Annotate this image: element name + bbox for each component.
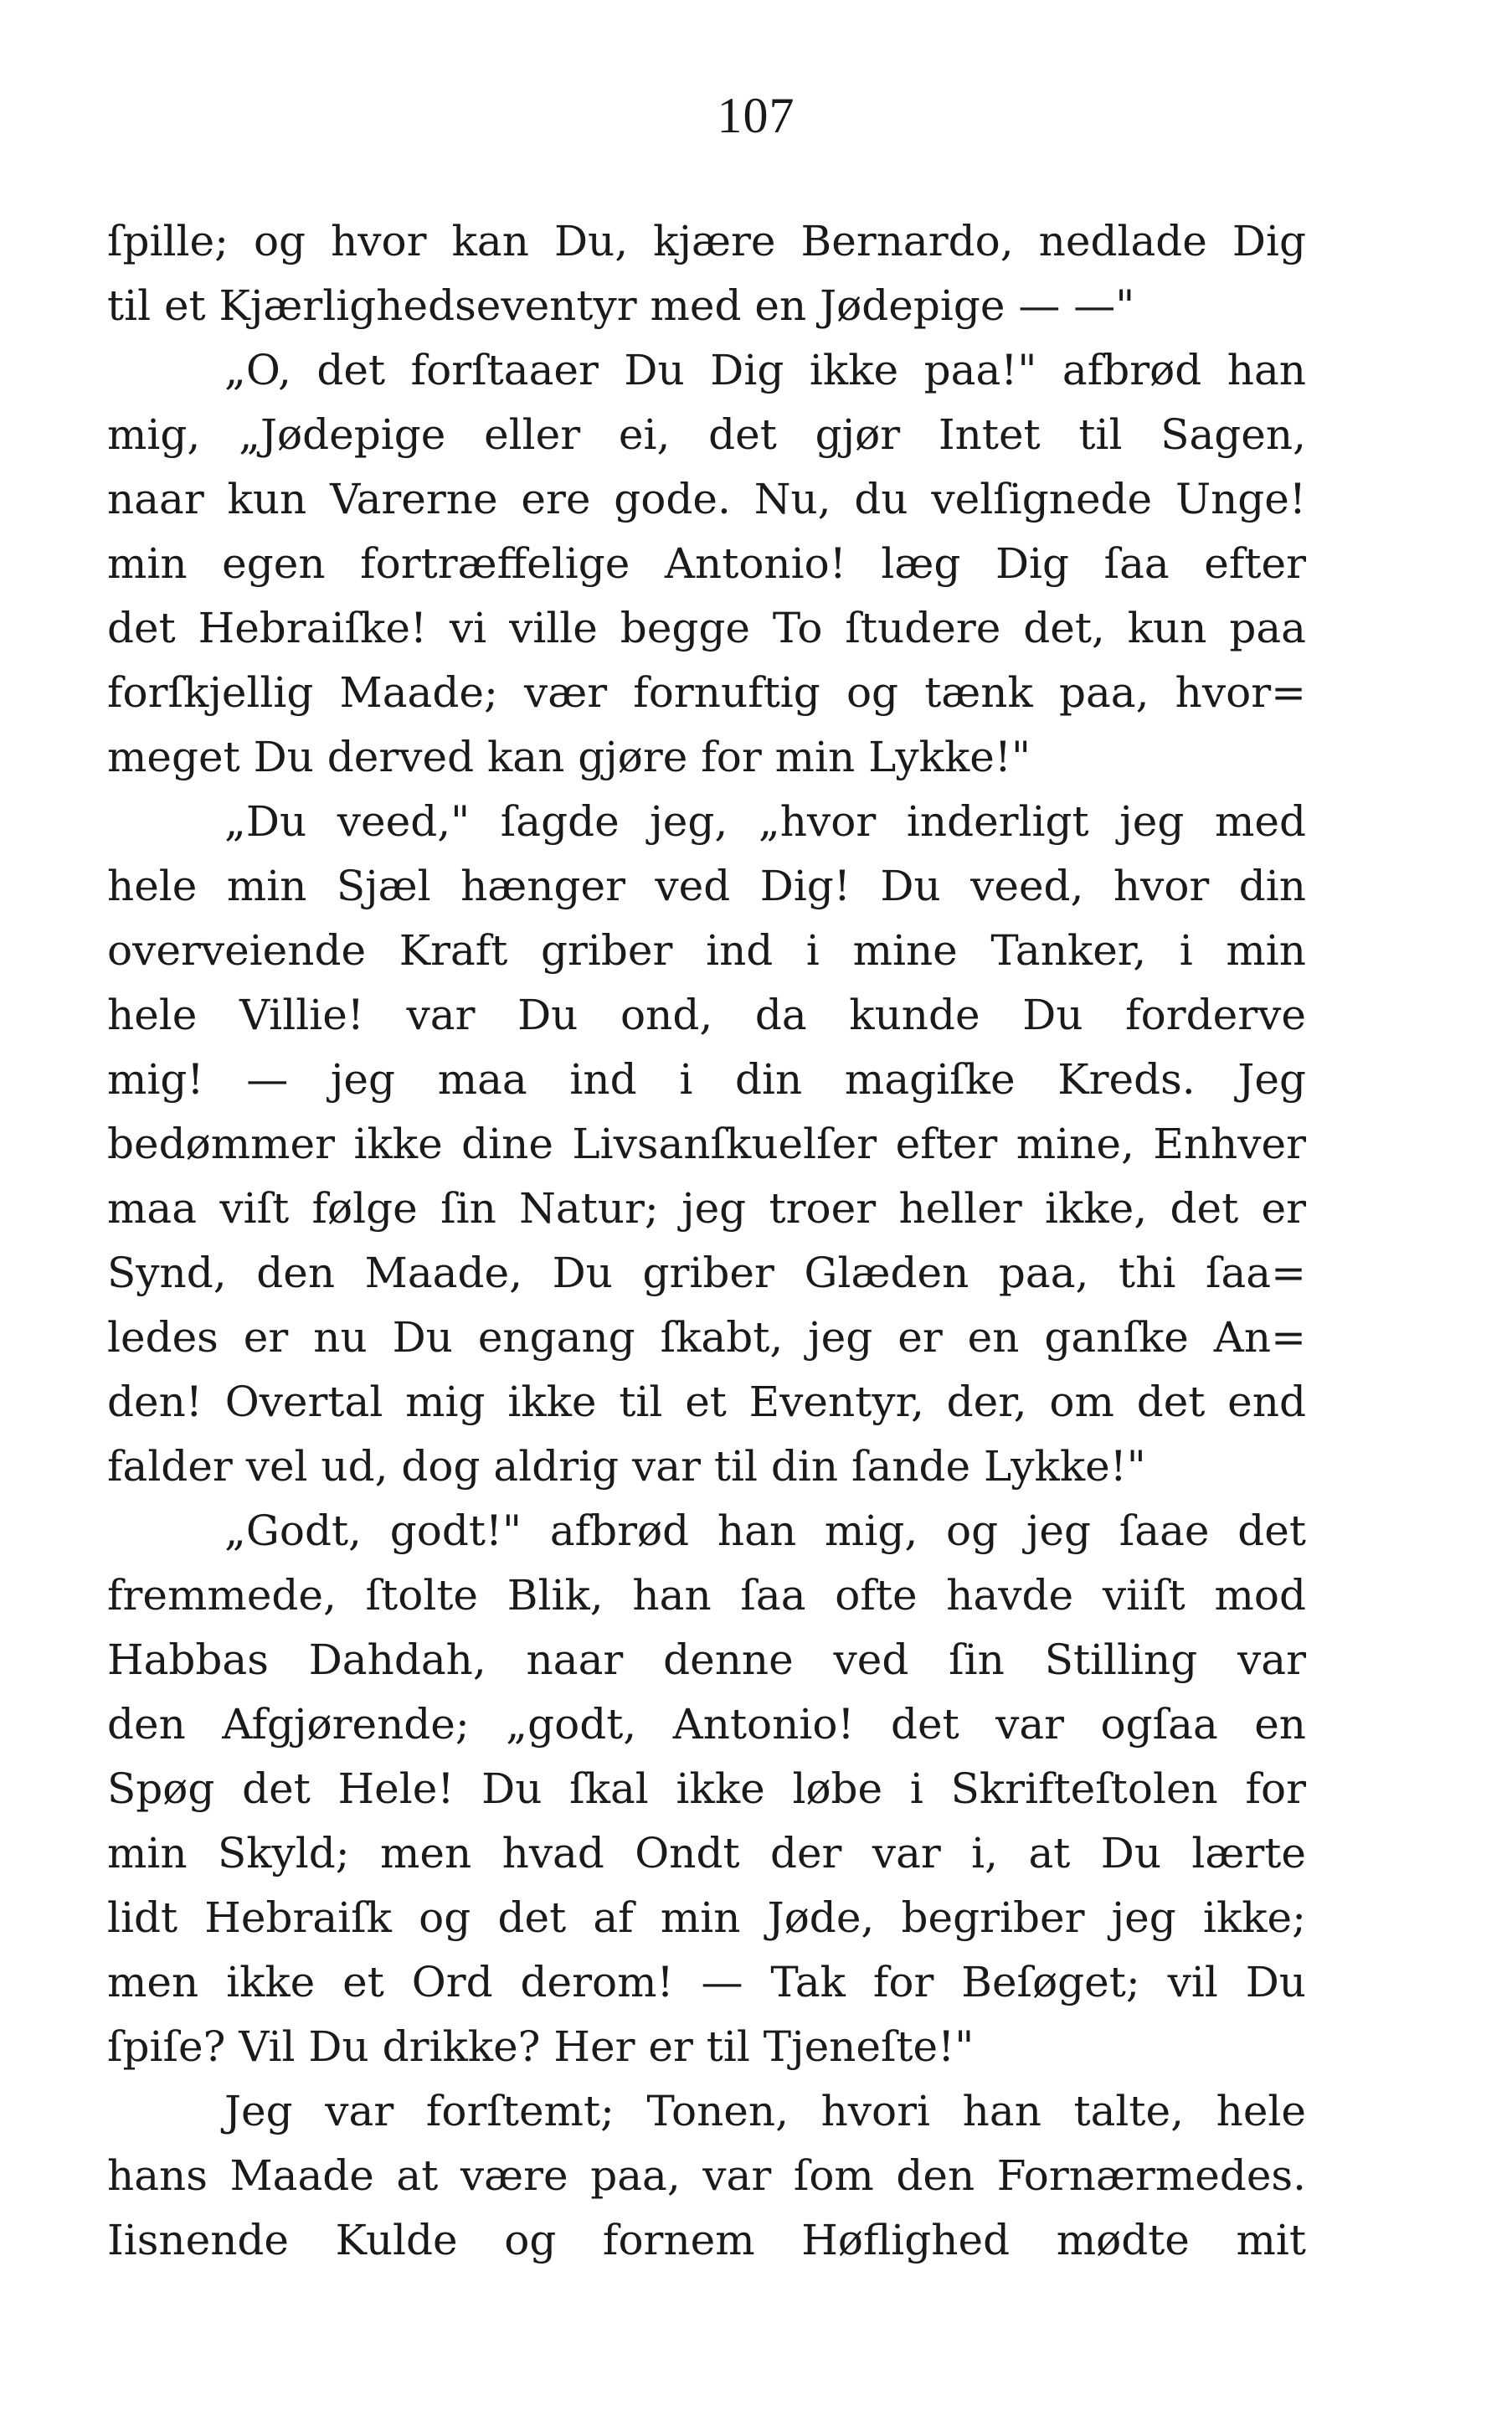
text-line: overveiende Kraft griber ind i mine Tanker, i min xyxy=(107,926,1306,975)
text-line: fremmede, ſtolte Blik, han ſaa ofte havde viiſt mod xyxy=(107,1571,1306,1620)
body-text xyxy=(107,209,1306,2273)
text-line: det Hebraiſke! vi ville begge To ſtudere det, kun paa xyxy=(107,604,1306,652)
text-line: hele min Sjæl hænger ved Dig! Du veed, hvor din xyxy=(107,862,1306,910)
text-line: min egen fortræffelige Antonio! læg Dig ſaa efter xyxy=(107,539,1306,588)
text-line: meget Du derved kan gjøre for min Lykke!" xyxy=(107,733,1031,781)
text-line: ſpiſe? Vil Du drikke? Her er til Tjeneſte!" xyxy=(107,2022,975,2071)
text-line: den Afgjørende; „godt, Antonio! det var ogſaa en xyxy=(107,1700,1306,1749)
text-line: hans Maade at være paa, var ſom den Fornærmedes. xyxy=(107,2151,1306,2200)
text-line: den! Overtal mig ikke til et Eventyr, der, om det end xyxy=(107,1378,1306,1426)
text-line: „Godt, godt!" afbrød han mig, og jeg ſaae det xyxy=(224,1507,1306,1555)
text-line: forſkjellig Maade; vær fornuftig og tænk paa, hvor= xyxy=(107,668,1306,717)
text-line: naar kun Varerne ere gode. Nu, du velſignede Unge! xyxy=(107,475,1306,523)
text-line: Habbas Dahdah, naar denne ved ſin Stilling var xyxy=(107,1635,1306,1684)
text-line: Synd, den Maade, Du griber Glæden paa, thi ſaa= xyxy=(107,1249,1306,1297)
text-line: hele Villie! var Du ond, da kunde Du forderve xyxy=(107,991,1306,1039)
text-line: „O, det forſtaaer Du Dig ikke paa!" afbrød han xyxy=(224,346,1306,394)
text-line: ſpille; og hvor kan Du, kjære Bernardo, nedlade Dig xyxy=(107,217,1306,265)
page-number: 107 xyxy=(717,88,795,143)
text-line: men ikke et Ord derom! — Tak for Beſøget; vil Du xyxy=(107,1958,1306,2006)
text-line: ledes er nu Du engang ſkabt, jeg er en ganſke An= xyxy=(107,1313,1306,1362)
text-line: Iisnende Kulde og fornem Høflighed mødte mit xyxy=(107,2216,1306,2264)
text-line: „Du veed," ſagde jeg, „hvor inderligt jeg med xyxy=(224,797,1306,846)
text-line: min Skyld; men hvad Ondt der var i, at Du lærte xyxy=(107,1829,1306,1877)
text-line: Jeg var forſtemt; Tonen, hvori han talte, hele xyxy=(224,2087,1306,2135)
text-line: lidt Hebraiſk og det af min Jøde, begriber jeg ikke; xyxy=(107,1893,1306,1942)
text-line: mig, „Jødepige eller ei, det gjør Intet til Sagen, xyxy=(107,410,1306,459)
text-line: bedømmer ikke dine Livsanſkuelſer efter mine, Enhver xyxy=(107,1120,1306,1168)
text-line: til et Kjærlighedseventyr med en Jødepige — —" xyxy=(107,281,1135,330)
text-line: falder vel ud, dog aldrig var til din ſande Lykke!" xyxy=(107,1442,1146,1491)
text-line: maa viſt følge ſin Natur; jeg troer heller ikke, det er xyxy=(107,1184,1306,1233)
text-line: Spøg det Hele! Du ſkal ikke løbe i Skrifteſtolen for xyxy=(107,1764,1306,1813)
text-line: mig! — jeg maa ind i din magiſke Kreds. Jeg xyxy=(107,1055,1306,1104)
